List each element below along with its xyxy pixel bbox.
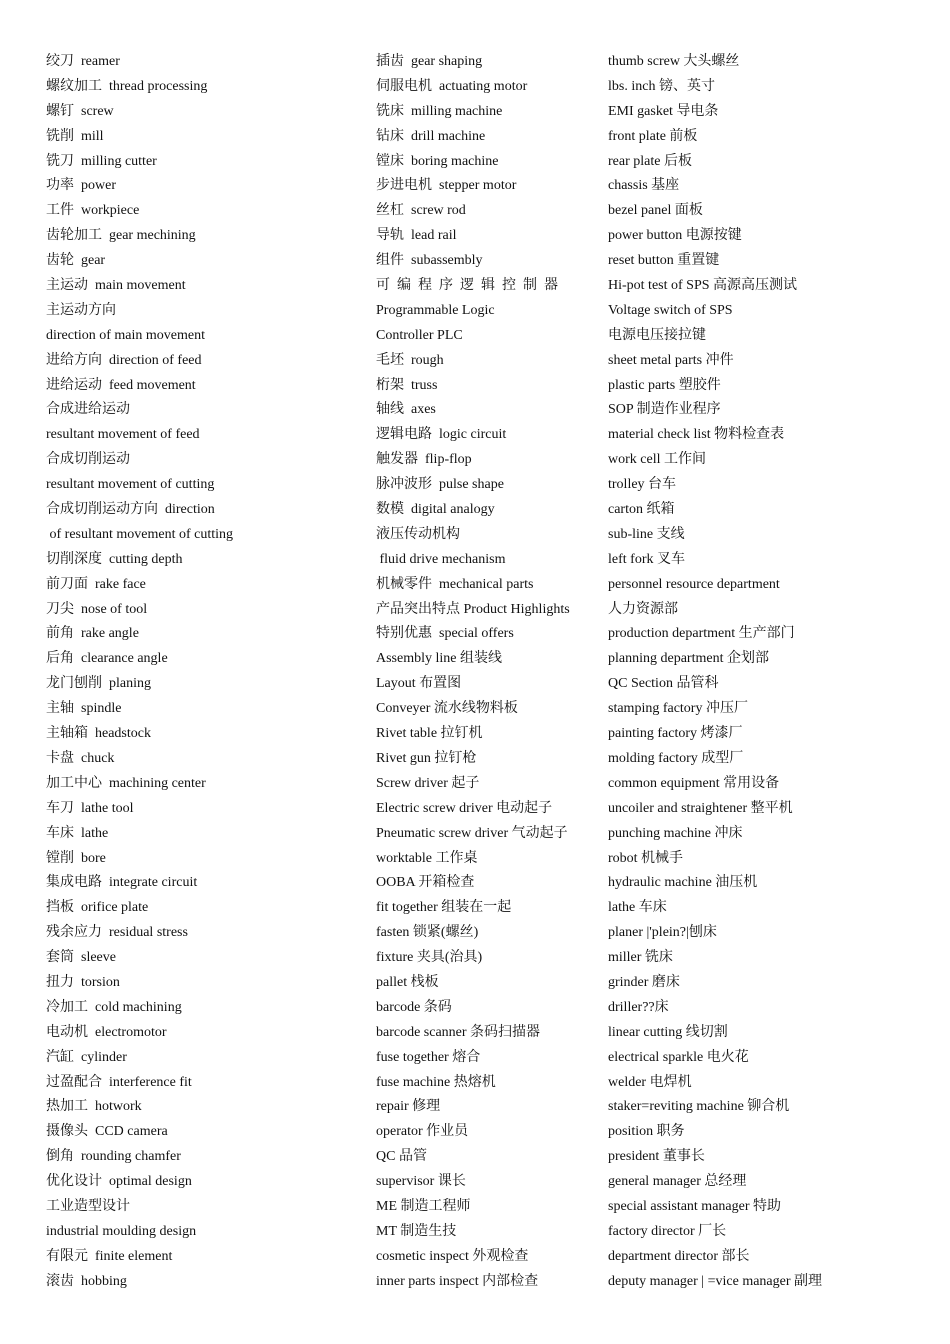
glossary-entry: welder 电焊机 bbox=[608, 1074, 692, 1090]
glossary-entry: grinder 磨床 bbox=[608, 974, 680, 990]
glossary-entry: 刀尖 nose of tool bbox=[46, 601, 148, 617]
glossary-entry: 车刀 lathe tool bbox=[46, 800, 134, 816]
glossary-entry: 电动机 electromotor bbox=[46, 1024, 167, 1040]
glossary-entry: Programmable Logic bbox=[376, 302, 495, 318]
glossary-entry: 汽缸 cylinder bbox=[46, 1049, 127, 1065]
glossary-entry: reset button 重置键 bbox=[608, 253, 720, 269]
glossary-entry: left fork 叉车 bbox=[608, 551, 685, 567]
glossary-entry: 镗削 bore bbox=[46, 850, 106, 866]
glossary-entry: repair 修理 bbox=[376, 1099, 441, 1115]
glossary-entry: 切削深度 cutting depth bbox=[46, 551, 183, 567]
glossary-entry: personnel resource department bbox=[608, 576, 780, 592]
glossary-entry: Hi-pot test of SPS 高源高压测试 bbox=[608, 278, 798, 294]
glossary-entry: cosmetic inspect 外观检查 bbox=[376, 1248, 529, 1264]
glossary-entry: 过盈配合 interference fit bbox=[46, 1074, 192, 1090]
glossary-entry: work cell 工作间 bbox=[608, 452, 706, 468]
glossary-entry: industrial moulding design bbox=[46, 1223, 197, 1239]
glossary-entry: 镗床 boring machine bbox=[376, 153, 499, 169]
glossary-entry: EMI gasket 导电条 bbox=[608, 103, 719, 119]
glossary-entry: 套筒 sleeve bbox=[46, 950, 116, 966]
glossary-entry: uncoiler and straightener 整平机 bbox=[608, 800, 793, 816]
glossary-entry: 车床 lathe bbox=[46, 825, 109, 841]
glossary-entry: 铣削 mill bbox=[46, 128, 104, 144]
glossary-entry: thumb screw 大头螺丝 bbox=[608, 54, 740, 69]
glossary-entry: barcode 条码 bbox=[376, 999, 452, 1015]
glossary-entry: 数模 digital analogy bbox=[376, 502, 495, 518]
glossary-entry: deputy manager | =vice manager 副理 bbox=[608, 1273, 823, 1289]
glossary-entry: OOBA 开箱检查 bbox=[376, 875, 475, 891]
glossary-entry: 主运动 main movement bbox=[46, 278, 186, 294]
glossary-entry: factory director 厂长 bbox=[608, 1223, 727, 1239]
glossary-entry: Electric screw driver 电动起子 bbox=[376, 800, 553, 816]
glossary-entry: 螺纹加工 thread processing bbox=[46, 78, 208, 94]
glossary-entry: ME 制造工程师 bbox=[376, 1198, 471, 1214]
glossary-entry: planning department 企划部 bbox=[608, 651, 769, 667]
glossary-entry: 主运动方向 bbox=[46, 302, 116, 318]
glossary-entry: driller??床 bbox=[608, 999, 669, 1015]
glossary-entry: 后角 clearance angle bbox=[46, 651, 168, 667]
glossary-entry: carton 纸箱 bbox=[608, 502, 675, 518]
glossary-entry: Screw driver 起子 bbox=[376, 775, 480, 791]
glossary-entry: 脉冲波形 pulse shape bbox=[376, 477, 504, 493]
glossary-entry: 导轨 lead rail bbox=[376, 228, 457, 244]
glossary-entry: sheet metal parts 冲件 bbox=[608, 352, 734, 368]
glossary-entry: 优化设计 optimal design bbox=[46, 1174, 192, 1190]
glossary-entry: 工业造型设计 bbox=[46, 1198, 130, 1214]
glossary-entry: fit together 组装在一起 bbox=[376, 900, 512, 916]
glossary-entry: 热加工 hotwork bbox=[46, 1099, 142, 1115]
glossary-entry: MT 制造生技 bbox=[376, 1223, 457, 1239]
glossary-entry: 液压传动机构 bbox=[376, 526, 460, 542]
glossary-entry: painting factory 烤漆厂 bbox=[608, 726, 743, 742]
glossary-entry: Rivet gun 拉钉枪 bbox=[376, 750, 477, 766]
glossary-entry: Controller PLC bbox=[376, 327, 463, 343]
glossary-entry: robot 机械手 bbox=[608, 850, 684, 866]
column-3 bbox=[608, 50, 928, 1295]
glossary-entry: 可 编 程 序 逻 辑 控 制 器 bbox=[376, 278, 558, 294]
glossary-entry: lbs. inch 镑、英寸 bbox=[608, 78, 715, 94]
glossary-entry: 轴线 axes bbox=[376, 402, 436, 418]
glossary-entry: 进给方向 direction of feed bbox=[46, 352, 202, 368]
glossary-entry: 插齿 gear shaping bbox=[376, 54, 483, 69]
glossary-entry: molding factory 成型厂 bbox=[608, 750, 744, 766]
glossary-entry: trolley 台车 bbox=[608, 477, 677, 493]
glossary-entry: linear cutting 线切割 bbox=[608, 1024, 728, 1040]
glossary-entry: miller 铣床 bbox=[608, 950, 673, 966]
glossary-entry: 倒角 rounding chamfer bbox=[46, 1149, 181, 1165]
glossary-entry: 步进电机 stepper motor bbox=[376, 178, 517, 194]
glossary-entry: president 董事长 bbox=[608, 1149, 705, 1165]
glossary-entry: Assembly line 组装线 bbox=[376, 651, 502, 667]
glossary-entry: resultant movement of feed bbox=[46, 427, 200, 443]
glossary-entry: 集成电路 integrate circuit bbox=[46, 875, 198, 891]
glossary-entry: Layout 布置图 bbox=[376, 676, 462, 692]
glossary-entry: 合成进给运动 bbox=[46, 402, 130, 418]
glossary-entry: 人力资源部 bbox=[608, 601, 678, 617]
glossary-entry: worktable 工作桌 bbox=[376, 850, 478, 866]
glossary-entry: 前角 rake angle bbox=[46, 626, 139, 642]
glossary-entry: 齿轮 gear bbox=[46, 253, 106, 269]
glossary-entry: 主轴 spindle bbox=[46, 701, 122, 717]
glossary-entry: of resultant movement of cutting bbox=[46, 526, 234, 542]
glossary-entry: hydraulic machine 油压机 bbox=[608, 875, 758, 891]
glossary-entry: 合成切削运动 bbox=[46, 452, 130, 468]
glossary-entry: chassis 基座 bbox=[608, 178, 680, 194]
glossary-entry: 伺服电机 actuating motor bbox=[376, 78, 528, 94]
glossary-entry: operator 作业员 bbox=[376, 1124, 469, 1140]
glossary-entry: 加工中心 machining center bbox=[46, 775, 206, 791]
glossary-entry: 丝杠 screw rod bbox=[376, 203, 466, 219]
glossary-entry: 触发器 flip-flop bbox=[376, 452, 472, 468]
glossary-entry: pallet 栈板 bbox=[376, 974, 439, 990]
glossary-entry: inner parts inspect 内部检查 bbox=[376, 1273, 539, 1289]
glossary-entry: fluid drive mechanism bbox=[376, 551, 506, 567]
glossary-entry: Voltage switch of SPS bbox=[608, 302, 733, 318]
glossary-entry: Conveyer 流水线物料板 bbox=[376, 701, 518, 717]
glossary-entry: special assistant manager 特助 bbox=[608, 1198, 782, 1214]
column-2 bbox=[376, 50, 598, 1295]
glossary-entry: barcode scanner 条码扫描器 bbox=[376, 1024, 541, 1040]
glossary-entry: fuse machine 热熔机 bbox=[376, 1074, 496, 1090]
glossary-entry: fuse together 熔合 bbox=[376, 1049, 481, 1065]
glossary-entry: 前刀面 rake face bbox=[46, 576, 146, 592]
glossary-entry: 齿轮加工 gear mechining bbox=[46, 228, 196, 244]
glossary-entry: department director 部长 bbox=[608, 1248, 750, 1264]
glossary-entry: 铣刀 milling cutter bbox=[46, 153, 157, 169]
glossary-entry: 有限元 finite element bbox=[46, 1248, 173, 1264]
glossary-entry: Pneumatic screw driver 气动起子 bbox=[376, 825, 568, 841]
glossary-entry: position 职务 bbox=[608, 1124, 685, 1140]
glossary-entry: QC Section 品管科 bbox=[608, 676, 719, 692]
glossary-entry: production department 生产部门 bbox=[608, 626, 795, 642]
glossary-entry: staker=reviting machine 铆合机 bbox=[608, 1099, 790, 1115]
glossary-entry: common equipment 常用设备 bbox=[608, 775, 780, 791]
glossary-entry: 产品突出特点 Product Highlights bbox=[376, 601, 570, 617]
glossary-entry: 功率 power bbox=[46, 178, 116, 194]
glossary-entry: punching machine 冲床 bbox=[608, 825, 743, 841]
glossary-entry: 主轴箱 headstock bbox=[46, 726, 151, 742]
glossary-entry: planer |'plein?|刨床 bbox=[608, 925, 717, 941]
glossary-entry: SOP 制造作业程序 bbox=[608, 402, 721, 418]
glossary-entry: fixture 夹具(治具) bbox=[376, 950, 483, 966]
glossary-entry: 扭力 torsion bbox=[46, 974, 120, 990]
glossary-entry: 绞刀 reamer bbox=[46, 54, 120, 69]
glossary-entry: lathe 车床 bbox=[608, 900, 667, 916]
glossary-entry: rear plate 后板 bbox=[608, 153, 692, 169]
glossary-entry: resultant movement of cutting bbox=[46, 477, 215, 493]
glossary-entry: 毛坯 rough bbox=[376, 352, 444, 368]
glossary-entry: general manager 总经理 bbox=[608, 1174, 747, 1190]
glossary-entry: supervisor 课长 bbox=[376, 1174, 466, 1190]
glossary-entry: 桁架 truss bbox=[376, 377, 438, 393]
glossary-entry: 残余应力 residual stress bbox=[46, 925, 188, 941]
glossary-entry: 机械零件 mechanical parts bbox=[376, 576, 534, 592]
glossary-entry: 螺钉 screw bbox=[46, 103, 114, 119]
glossary-entry: 铣床 milling machine bbox=[376, 103, 503, 119]
glossary-entry: power button 电源按键 bbox=[608, 228, 742, 244]
glossary-entry: 进给运动 feed movement bbox=[46, 377, 196, 393]
glossary-entry: plastic parts 塑胶件 bbox=[608, 377, 721, 393]
glossary-entry: 工件 workpiece bbox=[46, 203, 140, 219]
glossary-entry: 滚齿 hobbing bbox=[46, 1273, 127, 1289]
glossary-entry: sub-line 支线 bbox=[608, 526, 685, 542]
glossary-entry: front plate 前板 bbox=[608, 128, 698, 144]
glossary-entry: material check list 物料检查表 bbox=[608, 427, 785, 443]
glossary-entry: 摄像头 CCD camera bbox=[46, 1124, 168, 1140]
glossary-entry: fasten 锁紧(螺丝) bbox=[376, 925, 479, 941]
glossary-entry: 龙门刨削 planing bbox=[46, 676, 151, 692]
glossary-entry: 合成切削运动方向 direction bbox=[46, 502, 215, 518]
glossary-entry: QC 品管 bbox=[376, 1149, 427, 1165]
glossary-entry: Rivet table 拉钉机 bbox=[376, 726, 483, 742]
glossary-entry: 特别优惠 special offers bbox=[376, 626, 514, 642]
glossary-entry: 组件 subassembly bbox=[376, 253, 483, 269]
column-1 bbox=[46, 50, 356, 1295]
glossary-entry: 电源电压接拉键 bbox=[608, 327, 706, 343]
glossary-entry: bezel panel 面板 bbox=[608, 203, 703, 219]
glossary-entry: electrical sparkle 电火花 bbox=[608, 1049, 749, 1065]
glossary-entry: 挡板 orifice plate bbox=[46, 900, 149, 916]
glossary-entry: 卡盘 chuck bbox=[46, 750, 115, 766]
glossary-entry: 冷加工 cold machining bbox=[46, 999, 182, 1015]
glossary-entry: 逻辑电路 logic circuit bbox=[376, 427, 507, 443]
glossary-entry: direction of main movement bbox=[46, 327, 206, 343]
glossary-entry: stamping factory 冲压厂 bbox=[608, 701, 748, 717]
glossary-entry: 钻床 drill machine bbox=[376, 128, 486, 144]
